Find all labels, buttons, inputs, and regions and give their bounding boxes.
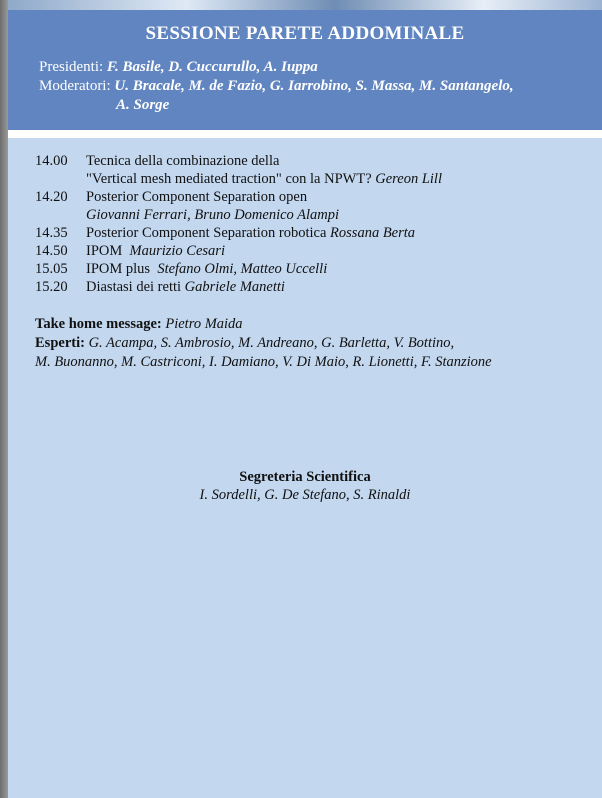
program-speaker: Rossana Berta xyxy=(330,225,416,241)
program-title: Tecnica della combinazione della xyxy=(86,153,280,169)
program-title-line2: "Vertical mesh mediated traction" con la NPWT? xyxy=(86,171,372,187)
program-title: Posterior Component Separation robotica xyxy=(86,225,327,241)
program-entry xyxy=(86,260,575,278)
closing-section xyxy=(35,315,575,372)
program-item xyxy=(35,152,575,170)
program-item-continuation xyxy=(35,206,575,224)
program-time: 14.50 xyxy=(35,243,68,259)
segreteria-title: Segreteria Scientifica xyxy=(239,469,371,485)
segreteria-names: I. Sordelli, G. De Stefano, S. Rinaldi xyxy=(199,487,411,503)
presidenti-label: Presidenti: xyxy=(39,59,104,75)
esperti-label: Esperti: xyxy=(35,335,85,351)
program-item xyxy=(35,188,575,206)
program-list xyxy=(35,152,575,296)
program-speaker: Maurizio Cesari xyxy=(129,243,225,259)
program-speaker: Giovanni Ferrari, Bruno Domenico Alampi xyxy=(86,207,340,223)
program-title: IPOM xyxy=(86,243,123,259)
program-time: 14.35 xyxy=(35,225,68,241)
moderatori-names-line2: A. Sorge xyxy=(116,97,170,113)
header-divider xyxy=(8,130,602,138)
esperti-line xyxy=(35,334,575,353)
program-item xyxy=(35,260,575,278)
take-home-name: Pietro Maida xyxy=(165,316,243,332)
program-time: 15.05 xyxy=(35,261,68,277)
program-title: Diastasi dei retti xyxy=(86,279,182,295)
session-header xyxy=(8,10,602,130)
take-home-line xyxy=(35,315,575,334)
program-entry xyxy=(86,278,575,296)
program-item xyxy=(35,224,575,242)
moderatori-line-2 xyxy=(116,96,169,115)
program-item xyxy=(35,242,575,260)
esperti-names-line1: G. Acampa, S. Ambrosio, M. Andreano, G. Barletta, V. Bottino, xyxy=(88,335,455,351)
moderatori-names-line1: U. Bracale, M. de Fazio, G. Iarrobino, S. Massa, M. Santangelo, xyxy=(114,78,514,94)
program-title: Posterior Component Separation open xyxy=(86,189,308,205)
document-page xyxy=(8,0,602,798)
program-entry xyxy=(86,224,575,242)
moderatori-line xyxy=(39,77,514,96)
presidenti-names: F. Basile, D. Cuccurullo, A. Iuppa xyxy=(106,59,318,75)
session-title: SESSIONE PARETE ADDOMINALE xyxy=(145,23,465,44)
program-speaker: Stefano Olmi, Matteo Uccelli xyxy=(157,261,328,277)
presidenti-line xyxy=(39,58,318,77)
program-item xyxy=(35,278,575,296)
segreteria-section xyxy=(8,468,602,504)
moderatori-label: Moderatori: xyxy=(39,78,111,94)
program-time: 14.20 xyxy=(35,189,68,205)
program-time: 15.20 xyxy=(35,279,68,295)
program-entry xyxy=(86,242,575,260)
esperti-names-line2: M. Buonanno, M. Castriconi, I. Damiano, V. Di Maio, R. Lionetti, F. Stanzione xyxy=(35,354,492,370)
viewer-left-edge xyxy=(0,0,8,798)
take-home-label: Take home message: xyxy=(35,316,162,332)
program-item-continuation xyxy=(35,170,575,188)
program-title: IPOM plus xyxy=(86,261,151,277)
program-speaker: Gereon Lill xyxy=(375,171,442,187)
program-speaker: Gabriele Manetti xyxy=(184,279,285,295)
program-time: 14.00 xyxy=(35,153,68,169)
decorative-banner-image xyxy=(8,0,602,10)
